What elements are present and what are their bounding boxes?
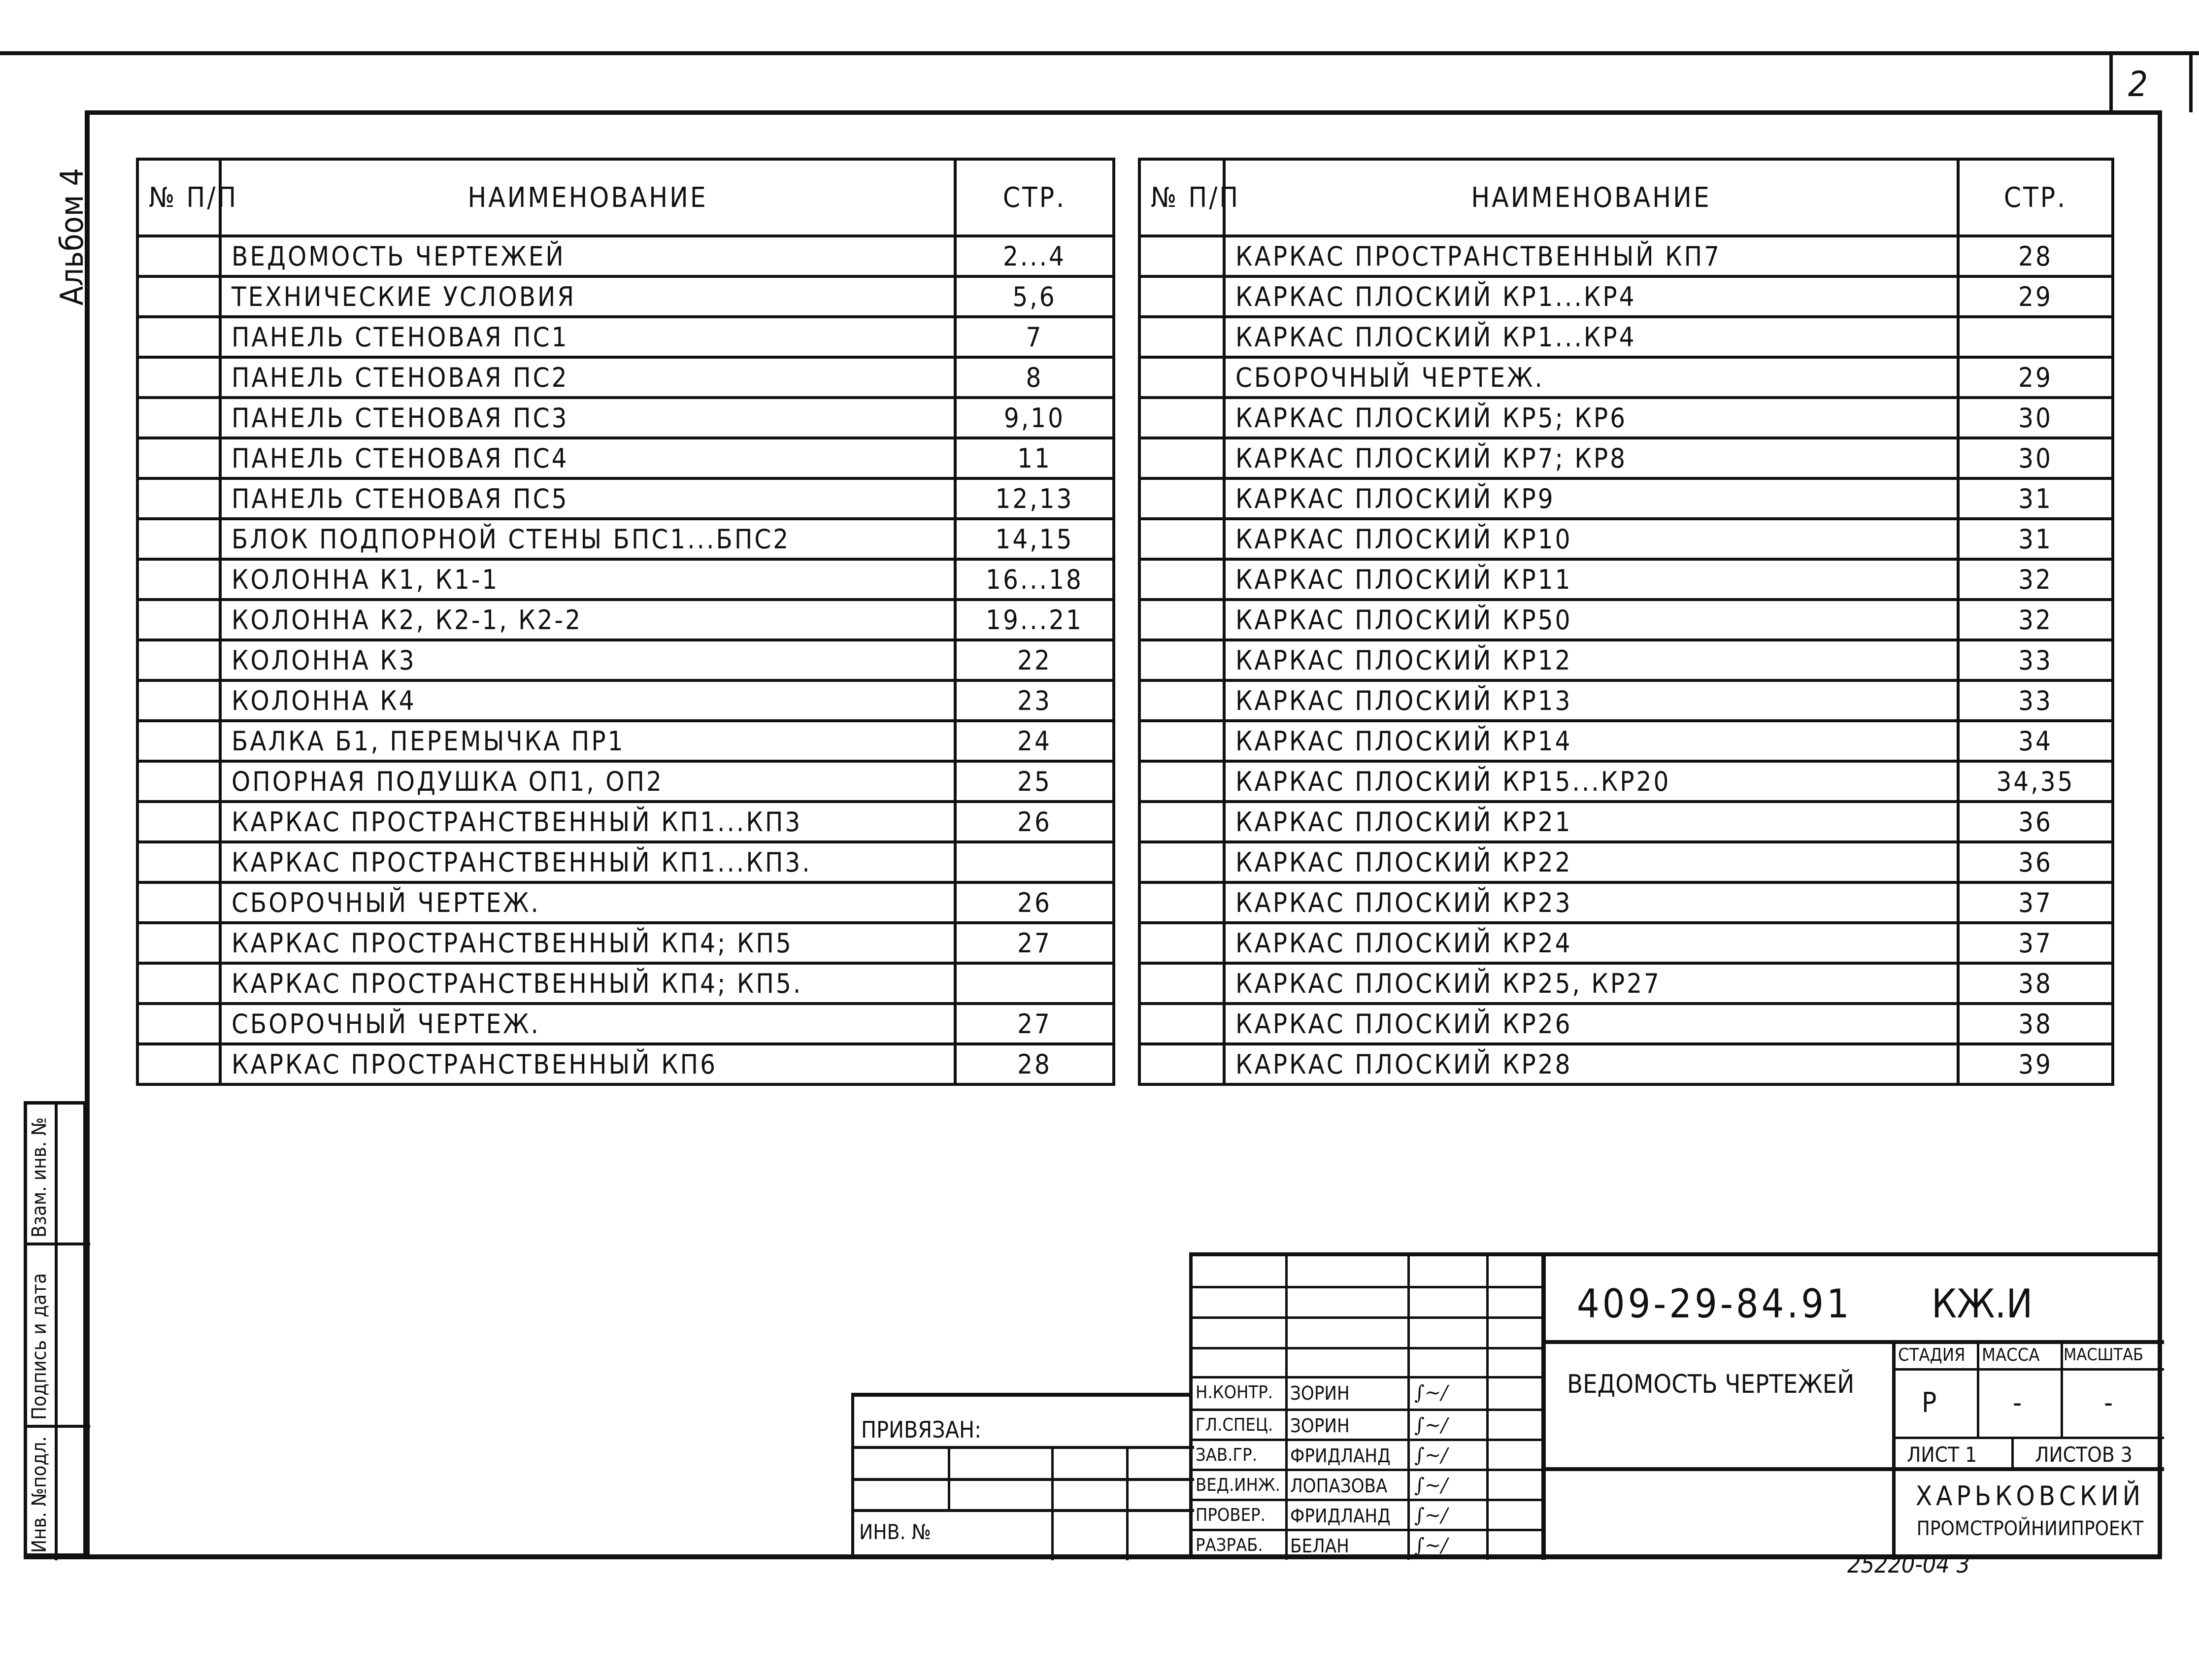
row-name: КАРКАС ПЛОСКИЙ КР28 — [1224, 1044, 1958, 1084]
row-page: 33 — [1958, 680, 2113, 721]
drawing-list-left — [136, 158, 1115, 1086]
signer-row — [1193, 1529, 1542, 1559]
side-stamp — [24, 1101, 87, 1557]
row-page: 33 — [1958, 640, 2113, 680]
row-page: 30 — [1958, 438, 2113, 478]
stamp-inv-podl: Инв. №подл. — [28, 1436, 51, 1553]
table-row — [1139, 559, 2113, 600]
row-name: ВЕДОМОСТЬ ЧЕРТЕЖЕЙ — [220, 236, 955, 276]
row-name: ПАНЕЛЬ СТЕНОВАЯ ПС2 — [220, 357, 955, 398]
row-page: 28 — [1958, 236, 2113, 276]
table-row — [1139, 923, 2113, 963]
row-num-cell — [1139, 357, 1224, 398]
row-name: КАРКАС ПЛОСКИЙ КР5; КР6 — [1224, 398, 1958, 438]
row-num-cell — [137, 519, 220, 559]
row-page: 16...18 — [955, 559, 1114, 600]
row-num-cell — [1139, 276, 1224, 317]
row-num-cell — [137, 317, 220, 357]
row-num-cell — [137, 802, 220, 842]
row-page — [955, 842, 1114, 882]
stage-label: СТАДИЯ — [1898, 1345, 1966, 1365]
row-page: 2...4 — [955, 236, 1114, 276]
row-name: КАРКАС ПРОСТРАНСТВЕННЫЙ КП7 — [1224, 236, 1958, 276]
row-page: 14,15 — [955, 519, 1114, 559]
row-page: 27 — [955, 923, 1114, 963]
row-name: КАРКАС ПЛОСКИЙ КР13 — [1224, 680, 1958, 721]
sheet-number: 2 — [2128, 64, 2148, 104]
page-box-right — [2189, 53, 2193, 112]
row-name: ПАНЕЛЬ СТЕНОВАЯ ПС4 — [220, 438, 955, 478]
table-row — [137, 600, 1114, 640]
row-name: СБОРОЧНЫЙ ЧЕРТЕЖ. — [1224, 357, 1958, 398]
table-row — [1139, 317, 2113, 357]
table-row — [137, 963, 1114, 1004]
table-row — [137, 842, 1114, 882]
table-row — [1139, 963, 2113, 1004]
signer-role: ПРОВЕР. — [1196, 1505, 1266, 1525]
signer-row — [1193, 1378, 1542, 1409]
row-name: СБОРОЧНЫЙ ЧЕРТЕЖ. — [220, 882, 955, 923]
stamp-vzam-inv: Взам. инв. № — [28, 1117, 51, 1238]
row-num-cell — [137, 276, 220, 317]
row-num-cell — [1139, 1044, 1224, 1084]
row-name: КАРКАС ПЛОСКИЙ КР10 — [1224, 519, 1958, 559]
row-num-cell — [137, 438, 220, 478]
sheet-label: ЛИСТ 1 — [1907, 1443, 1977, 1467]
signer-role: ГЛ.СПЕЦ. — [1196, 1415, 1273, 1435]
row-num-cell — [1139, 438, 1224, 478]
row-name: КАРКАС ПРОСТРАНСТВЕННЫЙ КП6 — [220, 1044, 955, 1084]
table-row — [1139, 600, 2113, 640]
signature-icon: ∫∼∕ — [1414, 1474, 1448, 1497]
header-num: № П/П — [137, 159, 220, 236]
row-num-cell — [1139, 559, 1224, 600]
row-num-cell — [137, 478, 220, 519]
row-name: ПАНЕЛЬ СТЕНОВАЯ ПС1 — [220, 317, 955, 357]
row-num-cell — [1139, 721, 1224, 761]
row-page: 32 — [1958, 559, 2113, 600]
row-num-cell — [1139, 398, 1224, 438]
header-num: № П/П — [1139, 159, 1224, 236]
row-page: 39 — [1958, 1044, 2113, 1084]
row-name: БАЛКА Б1, ПЕРЕМЫЧКА ПР1 — [220, 721, 955, 761]
table-row — [137, 317, 1114, 357]
row-page: 26 — [955, 882, 1114, 923]
row-name: КАРКАС ПЛОСКИЙ КР50 — [1224, 600, 1958, 640]
row-page: 19...21 — [955, 600, 1114, 640]
table-row — [137, 519, 1114, 559]
row-page — [955, 963, 1114, 1004]
row-name: КОЛОННА К1, К1-1 — [220, 559, 955, 600]
signer-name: ФРИДЛАНД — [1290, 1505, 1391, 1527]
outer-top-border — [0, 51, 2199, 55]
row-page: 30 — [1958, 398, 2113, 438]
header-name: НАИМЕНОВАНИЕ — [220, 159, 955, 236]
row-num-cell — [137, 1044, 220, 1084]
row-page: 11 — [955, 438, 1114, 478]
row-name: КАРКАС ПЛОСКИЙ КР9 — [1224, 478, 1958, 519]
row-name: КАРКАС ПЛОСКИЙ КР24 — [1224, 923, 1958, 963]
row-page: 38 — [1958, 1004, 2113, 1044]
row-name: ТЕХНИЧЕСКИЕ УСЛОВИЯ — [220, 276, 955, 317]
row-num-cell — [137, 842, 220, 882]
table-row — [137, 478, 1114, 519]
row-page: 8 — [955, 357, 1114, 398]
row-page: 36 — [1958, 842, 2113, 882]
row-name: КАРКАС ПЛОСКИЙ КР1...КР4 — [1224, 317, 1958, 357]
row-name: КОЛОННА К3 — [220, 640, 955, 680]
row-num-cell — [137, 357, 220, 398]
table-row — [137, 1004, 1114, 1044]
table-row — [1139, 761, 2113, 802]
signer-row — [1193, 1469, 1542, 1499]
table-row — [1139, 519, 2113, 559]
row-num-cell — [137, 761, 220, 802]
table-row — [1139, 1004, 2113, 1044]
row-name: КАРКАС ПЛОСКИЙ КР15...КР20 — [1224, 761, 1958, 802]
row-num-cell — [1139, 802, 1224, 842]
scale-value: - — [2104, 1387, 2113, 1419]
row-page: 12,13 — [955, 478, 1114, 519]
signer-row — [1193, 1499, 1542, 1529]
table-row — [137, 640, 1114, 680]
signer-row — [1193, 1409, 1542, 1439]
signer-name: ФРИДЛАНД — [1290, 1445, 1391, 1467]
table-row — [1139, 398, 2113, 438]
stage-value: Р — [1922, 1387, 1937, 1419]
header-page: СТР. — [1958, 159, 2113, 236]
row-page: 37 — [1958, 923, 2113, 963]
signature-icon: ∫∼∕ — [1414, 1444, 1448, 1467]
row-page: 31 — [1958, 519, 2113, 559]
row-num-cell — [1139, 640, 1224, 680]
table-row — [1139, 842, 2113, 882]
row-page: 26 — [955, 802, 1114, 842]
document-title: ВЕДОМОСТЬ ЧЕРТЕЖЕЙ — [1567, 1370, 1855, 1399]
row-page: 34 — [1958, 721, 2113, 761]
signer-role: ВЕД.ИНЖ. — [1196, 1475, 1281, 1495]
row-name: СБОРОЧНЫЙ ЧЕРТЕЖ. — [220, 1004, 955, 1044]
row-page: 22 — [955, 640, 1114, 680]
row-name: БЛОК ПОДПОРНОЙ СТЕНЫ БПС1...БПС2 — [220, 519, 955, 559]
table-row — [137, 398, 1114, 438]
table-row — [137, 1044, 1114, 1084]
row-num-cell — [1139, 882, 1224, 923]
table-row — [137, 559, 1114, 600]
row-name: КАРКАС ПРОСТРАНСТВЕННЫЙ КП4; КП5 — [220, 923, 955, 963]
row-num-cell — [1139, 923, 1224, 963]
row-name: ПАНЕЛЬ СТЕНОВАЯ ПС5 — [220, 478, 955, 519]
row-num-cell — [1139, 600, 1224, 640]
row-num-cell — [137, 600, 220, 640]
row-num-cell — [137, 721, 220, 761]
row-num-cell — [137, 1004, 220, 1044]
row-name: КАРКАС ПЛОСКИЙ КР12 — [1224, 640, 1958, 680]
row-num-cell — [137, 236, 220, 276]
sheets-total: ЛИСТОВ 3 — [2035, 1443, 2132, 1467]
stamp-signature-date: Подпись и дата — [28, 1273, 51, 1420]
row-name: КАРКАС ПРОСТРАНСТВЕННЫЙ КП4; КП5. — [220, 963, 955, 1004]
signer-role: Н.КОНТР. — [1196, 1382, 1273, 1403]
table-row — [137, 357, 1114, 398]
table-row — [137, 721, 1114, 761]
signer-name: БЕЛАН — [1290, 1535, 1349, 1557]
row-num-cell — [137, 963, 220, 1004]
table-row — [1139, 882, 2113, 923]
signer-role: РАЗРАБ. — [1196, 1535, 1263, 1555]
row-page: 23 — [955, 680, 1114, 721]
row-page: 31 — [1958, 478, 2113, 519]
row-name: КАРКАС ПЛОСКИЙ КР23 — [1224, 882, 1958, 923]
row-page: 36 — [1958, 802, 2113, 842]
table-row — [1139, 236, 2113, 276]
page-box-left — [2109, 53, 2113, 112]
album-label: Альбом 4 — [54, 168, 91, 305]
row-num-cell — [1139, 519, 1224, 559]
row-page: 37 — [1958, 882, 2113, 923]
table-row — [137, 438, 1114, 478]
privyazan-block — [851, 1393, 1191, 1556]
row-name: КАРКАС ПЛОСКИЙ КР11 — [1224, 559, 1958, 600]
organization-line-1: ХАРЬКОВСКИЙ — [1915, 1480, 2145, 1512]
frame-top — [85, 110, 2161, 115]
signer-name: ЗОРИН — [1290, 1382, 1350, 1404]
row-page: 29 — [1958, 276, 2113, 317]
signer-row — [1193, 1439, 1542, 1469]
row-page: 9,10 — [955, 398, 1114, 438]
row-page: 28 — [955, 1044, 1114, 1084]
title-block — [1189, 1252, 2161, 1556]
organization-line-2: ПРОМСТРОЙНИИПРОЕКТ — [1916, 1517, 2144, 1540]
row-num-cell — [137, 680, 220, 721]
table-row — [1139, 640, 2113, 680]
row-num-cell — [1139, 478, 1224, 519]
row-name: КАРКАС ПЛОСКИЙ КР22 — [1224, 842, 1958, 882]
table-row — [1139, 1044, 2113, 1084]
signer-name: ЛОПАЗОВА — [1290, 1475, 1388, 1497]
row-name: КАРКАС ПЛОСКИЙ КР7; КР8 — [1224, 438, 1958, 478]
table-row — [137, 882, 1114, 923]
row-page — [1958, 317, 2113, 357]
table-row — [1139, 438, 2113, 478]
row-page: 34,35 — [1958, 761, 2113, 802]
signature-icon: ∫∼∕ — [1414, 1534, 1448, 1557]
signature-icon: ∫∼∕ — [1414, 1381, 1448, 1404]
row-page: 29 — [1958, 357, 2113, 398]
table-row — [1139, 478, 2113, 519]
inv-number-label: ИНВ. № — [859, 1520, 931, 1544]
row-name: КАРКАС ПРОСТРАНСТВЕННЫЙ КП1...КП3. — [220, 842, 955, 882]
row-name: КОЛОННА К2, К2-1, К2-2 — [220, 600, 955, 640]
row-name: КАРКАС ПЛОСКИЙ КР25, КР27 — [1224, 963, 1958, 1004]
row-name: КОЛОННА К4 — [220, 680, 955, 721]
row-num-cell — [1139, 761, 1224, 802]
row-num-cell — [1139, 963, 1224, 1004]
table-row — [137, 680, 1114, 721]
row-page: 38 — [1958, 963, 2113, 1004]
row-page: 25 — [955, 761, 1114, 802]
row-name: КАРКАС ПРОСТРАНСТВЕННЫЙ КП1...КП3 — [220, 802, 955, 842]
row-num-cell — [137, 882, 220, 923]
table-row — [1139, 721, 2113, 761]
header-name: НАИМЕНОВАНИЕ — [1224, 159, 1958, 236]
signature-icon: ∫∼∕ — [1414, 1504, 1448, 1527]
row-num-cell — [137, 640, 220, 680]
row-num-cell — [1139, 317, 1224, 357]
privyazan-label: ПРИВЯЗАН: — [861, 1416, 982, 1443]
scale-label: МАСШТАБ — [2064, 1345, 2143, 1365]
table-row — [137, 923, 1114, 963]
table-row — [137, 236, 1114, 276]
table-row — [137, 276, 1114, 317]
footer-code: 25220-04 3 — [1847, 1551, 1970, 1579]
drawing-list-right — [1138, 158, 2114, 1086]
table-row — [1139, 802, 2113, 842]
row-name: КАРКАС ПЛОСКИЙ КР21 — [1224, 802, 1958, 842]
mass-value: - — [2013, 1387, 2022, 1419]
table-row — [1139, 276, 2113, 317]
signer-role: ЗАВ.ГР. — [1196, 1445, 1257, 1465]
row-page: 24 — [955, 721, 1114, 761]
row-name: ОПОРНАЯ ПОДУШКА ОП1, ОП2 — [220, 761, 955, 802]
row-num-cell — [1139, 1004, 1224, 1044]
document-mark: КЖ.И — [1932, 1281, 2033, 1327]
table-row — [1139, 680, 2113, 721]
row-num-cell — [1139, 236, 1224, 276]
row-name: ПАНЕЛЬ СТЕНОВАЯ ПС3 — [220, 398, 955, 438]
mass-label: МАССА — [1982, 1345, 2040, 1365]
row-page: 5,6 — [955, 276, 1114, 317]
row-name: КАРКАС ПЛОСКИЙ КР26 — [1224, 1004, 1958, 1044]
table-row — [1139, 357, 2113, 398]
document-code: 409-29-84.91 — [1577, 1281, 1852, 1327]
row-num-cell — [1139, 842, 1224, 882]
table-row — [137, 802, 1114, 842]
row-name: КАРКАС ПЛОСКИЙ КР14 — [1224, 721, 1958, 761]
row-num-cell — [1139, 680, 1224, 721]
table-row — [137, 761, 1114, 802]
row-name: КАРКАС ПЛОСКИЙ КР1...КР4 — [1224, 276, 1958, 317]
row-num-cell — [137, 398, 220, 438]
signer-name: ЗОРИН — [1290, 1415, 1350, 1437]
header-page: СТР. — [955, 159, 1114, 236]
row-num-cell — [137, 559, 220, 600]
signature-icon: ∫∼∕ — [1414, 1414, 1448, 1437]
row-num-cell — [137, 923, 220, 963]
row-page: 32 — [1958, 600, 2113, 640]
row-page: 27 — [955, 1004, 1114, 1044]
row-page: 7 — [955, 317, 1114, 357]
